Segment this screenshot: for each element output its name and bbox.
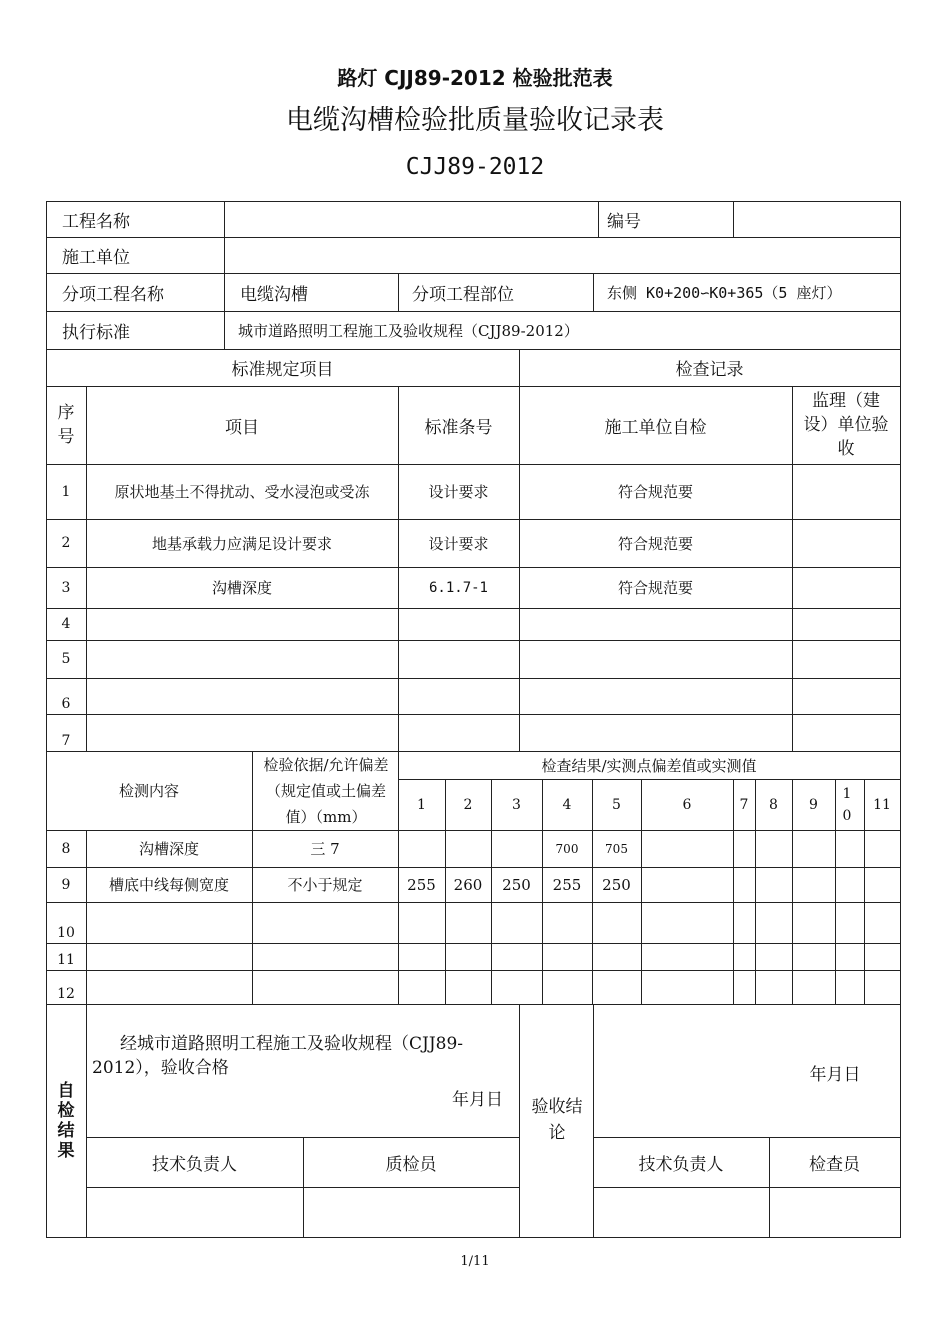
row-item: 沟槽深度: [211, 579, 272, 597]
point-header: 2: [463, 796, 473, 813]
number-field[interactable]: [740, 201, 895, 237]
row-no: 2: [61, 535, 71, 551]
point-header: 9: [809, 796, 818, 813]
point-header: 11: [873, 796, 891, 813]
col-self-check: 施工单位自检: [604, 417, 707, 438]
section-standard-items: 标准规定项目: [231, 360, 334, 380]
point-header: 7: [739, 796, 749, 813]
row-no: 6: [61, 696, 71, 712]
subitem-label: 分项工程名称: [62, 284, 164, 305]
inspector-label: 检查员: [809, 1154, 860, 1175]
self-check-date: 年月日: [452, 1089, 503, 1110]
row-clause: 6.1.7-1: [428, 579, 488, 596]
point-header: 1: [417, 796, 426, 813]
row-no: 12: [57, 986, 75, 1002]
col-clause: 标准条号: [424, 417, 493, 438]
contractor-label: 施工单位: [62, 247, 130, 268]
row-item: 原状地基土不得扰动、受水浸泡或受冻: [114, 483, 370, 501]
row-no: 10: [57, 925, 75, 941]
row-result: 符合规范要: [617, 534, 693, 553]
row-result: 符合规范要: [617, 579, 693, 597]
tech-lead-right-signature-field[interactable]: [593, 1187, 769, 1237]
row-content: 槽底中线每侧宽度: [108, 876, 229, 894]
row-value: 255: [407, 875, 436, 894]
row-value: 250: [502, 875, 531, 894]
quality-inspector-label: 质检员: [385, 1154, 437, 1175]
row-clause: 设计要求: [428, 483, 489, 501]
main-title: 电缆沟槽检验批质量验收记录表: [286, 105, 664, 136]
row-no: 7: [61, 733, 71, 749]
location-value: 东侧 K0+200∽K0+365（5 座灯）: [607, 283, 842, 302]
row-no: 5: [61, 651, 71, 667]
row-no: 4: [61, 616, 71, 632]
col-item: 项目: [225, 417, 259, 438]
row-value: 255: [552, 875, 582, 894]
col-seq: 序号: [57, 403, 75, 447]
point-header: 8: [769, 796, 778, 813]
self-check-result-label: 自检结果: [57, 1080, 75, 1161]
row-no: 1: [61, 483, 71, 500]
point-header: 10: [842, 785, 852, 824]
row-value: 705: [605, 841, 628, 856]
acceptance-conclusion-label: 验收结论: [531, 1097, 583, 1143]
location-label: 分项工程部位: [412, 284, 514, 305]
project-name-field[interactable]: [232, 201, 592, 237]
row-value: 700: [555, 841, 579, 856]
row-no: 9: [61, 876, 71, 893]
series-title: 路灯 CJJ89-2012 检验批范表: [337, 66, 613, 90]
row-clause: 设计要求: [428, 534, 489, 553]
col-supervisor: 监理（建设）单位验收: [803, 391, 889, 459]
tech-lead-signature-field[interactable]: [86, 1187, 303, 1237]
measure-basis-label: 检验依据/允许偏差（规定值或土偏差值）（mm）: [263, 755, 389, 826]
project-name-label: 工程名称: [62, 211, 130, 232]
row-basis: 三 7: [310, 840, 340, 858]
standard-label: 执行标准: [62, 322, 130, 343]
row-basis: 不小于规定: [287, 876, 363, 894]
subitem-value: 电缆沟槽: [240, 284, 308, 305]
row-no: 8: [61, 840, 71, 857]
self-check-text: 经城市道路照明工程施工及验收规程（CJJ89-2012），验收合格: [92, 1034, 464, 1078]
point-header: 4: [562, 796, 572, 813]
tech-lead-right-label: 技术负责人: [638, 1154, 724, 1175]
inspector-signature-field[interactable]: [769, 1187, 900, 1237]
point-header: 5: [612, 796, 621, 813]
contractor-field[interactable]: [232, 237, 892, 273]
row-item: 地基承载力应满足设计要求: [151, 534, 332, 553]
section-inspection-record: 检查记录: [675, 360, 744, 380]
row-result: 符合规范要: [617, 483, 693, 501]
row-value: 250: [602, 875, 631, 894]
point-header: 6: [682, 796, 692, 813]
number-label: 编号: [607, 211, 641, 232]
measure-results-label: 检查结果/实测点偏差值或实测值: [541, 756, 757, 775]
row-no: 3: [61, 579, 71, 596]
measure-content-label: 检测内容: [118, 782, 179, 800]
acceptance-date: 年月日: [809, 1064, 861, 1085]
row-content: 沟槽深度: [138, 840, 199, 858]
row-value: 260: [453, 875, 483, 894]
row-no: 11: [57, 952, 75, 968]
quality-inspector-signature-field[interactable]: [303, 1187, 519, 1237]
point-header: 3: [512, 796, 521, 813]
tech-lead-label: 技术负责人: [152, 1154, 237, 1175]
standard-code: CJJ89-2012: [405, 154, 545, 180]
standard-value: 城市道路照明工程施工及验收规程（CJJ89-2012）: [238, 321, 579, 340]
page-number: 1/11: [460, 1254, 490, 1269]
